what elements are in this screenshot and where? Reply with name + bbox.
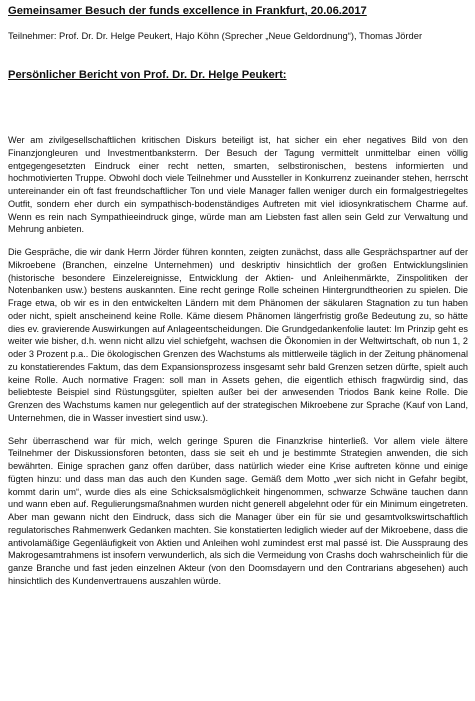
participants-line: Teilnehmer: Prof. Dr. Dr. Helge Peukert, Hajo Köhn (Sprecher „Neue Geldordnung“), Thomas Jörder [8, 30, 423, 41]
report-body [8, 134, 468, 588]
paragraph-3: Sehr überraschend war für mich, welch geringe Spuren die Finanzkrise hinterließ. Vor allem viele ältere Teilnehmer der Diskussionsforen betonten, dass sie seit eh und je bestimmte Strategien anwenden, die sich bewährten. Einige sprachen ganz offen darüber, dass natürlich wieder eine Krise auftreten könne und einige fügten hinzu: und dass man das auch den Kunden sage. Gemäß dem Motto „wer sich nicht in Gefahr begibt, kommt darin um“, wurde dies als eine Schicksalsmöglichkeit hingenommen, schwarze Schwäne tauchen dann und wann eben auf. Regulierungsmaßnahmen wurden nicht generell abgelehnt oder für ein Minimum eingetreten. Aber man gewann nicht den Eindruck, dass sich die Manager über ein für sie und gesamtvolkswirtschaftlich regulatorisches Rahmenwerk Gedanken machten. Sie konstatierten lediglich wieder auf der Mikroebene, dass die antivolamäßige Gegenläufigkeit von Aktien und Anleihen wohl zumindest erst mal passé ist. Die Ausspraung des Makrogesamtrahmens ist insofern verwunderlich, als sich die Vermeidung von Crashs doch wahrscheinlich für die ganze Branche und fast jeden einzelnen Akteur (von den Doomsdayern und den Contrarians abgesehen) auch hinsichtlich des Kundenvertrauens auszahlen würde. [8, 435, 468, 586]
document-title: Gemeinsamer Besuch der funds excellence in Frankfurt, 20.06.2017 [8, 5, 367, 17]
paragraph-1: Wer am zivilgesellschaftlichen kritischen Diskurs beteiligt ist, hat sicher ein eher negatives Bild von den Finanzjongleuren und Investmentbanksterrn. Der Besuch der Tagung vermittelt unmittelbar einen völlig entgegengesetzten Eindruck einer recht netten, smarten, selbstironischen, bestens informierten und hochmotivierten Truppe. Obwohl doch viele Teilnehmer und Aussteller in Konkurrenz zueinander stehen, herrscht untereinander ein oft fast freundschaftlicher Ton und viele Manager fallen weniger durch ein formalgestriegeltes Outfit, sondern eher durch ein sympathisch-bodenständiges Auftreten mit viel idiosynkratischem Charme auf. Wenn es rein nach Sympathieeindruck ginge, würde man am Liebsten fast allen sein Geld zur Verwaltung und Mehrung anbieten. [8, 135, 468, 235]
paragraph-2: Die Gespräche, die wir dank Herrn Jörder führen konnten, zeigten zunächst, dass alle Gesprächspartner auf der Mikroebene (Branchen, einzelne Unternehmen) und deskriptiv hinsichtlich der großen Entwicklungslinien (historische besondere Einzelereignisse, Entwicklung der Aktien- und Anleihenmärkte, Zinspolitiken der Notenbanken usw.) bestens auskannten. Eine recht geringe Rolle scheinen Hintergrundtheorien zu spielen. Die Frage etwa, ob wir es in den entwickelten Ländern mit dem Phänomen der säkularen Stagnation zu tun haben oder nicht, spielt anscheinend keine Rolle. Käme diesem Phänomen längerfristig große Bedeutung zu, so hätte dies ev. gravierende Auswirkungen auf Anlageentscheidungen. Die Grundgedankenfolie lautet: Im Prinzip geht es weiter wie bisher, d.h. wenn nicht allzu viel schiefgeht, wachsen die Ökonomien in der Weltwirtschaft, ob nun 1, 2 oder 3 Prozent p.a.. Die ökologischen Grenzen des Wachstums als mittlerweile täglich in der Zeitung phänomenal zu konstatierendes Faktum, das dem Expansionsprozess insgesamt sehr bald Grenzen setzen dürfte, spielt auch keine Rolle. Auch normative Fragen: soll man in Assets gehen, die eigentlich ethisch fragwürdig sind, das beliebteste Beispiel sind Rüstungsgüter, spielten außer bei der anwesenden Triodos Bank keine Rolle. Die Grenzen des Wachstums kamen nur gelegentlich auf der strategischen Mikroebene zur Sprache (Kauf von Land, Unternehmen, die in Wasser investiert sind usw.). [8, 247, 468, 423]
report-subtitle: Persönlicher Bericht von Prof. Dr. Dr. Helge Peukert: [8, 69, 287, 81]
document-page [8, 4, 468, 598]
